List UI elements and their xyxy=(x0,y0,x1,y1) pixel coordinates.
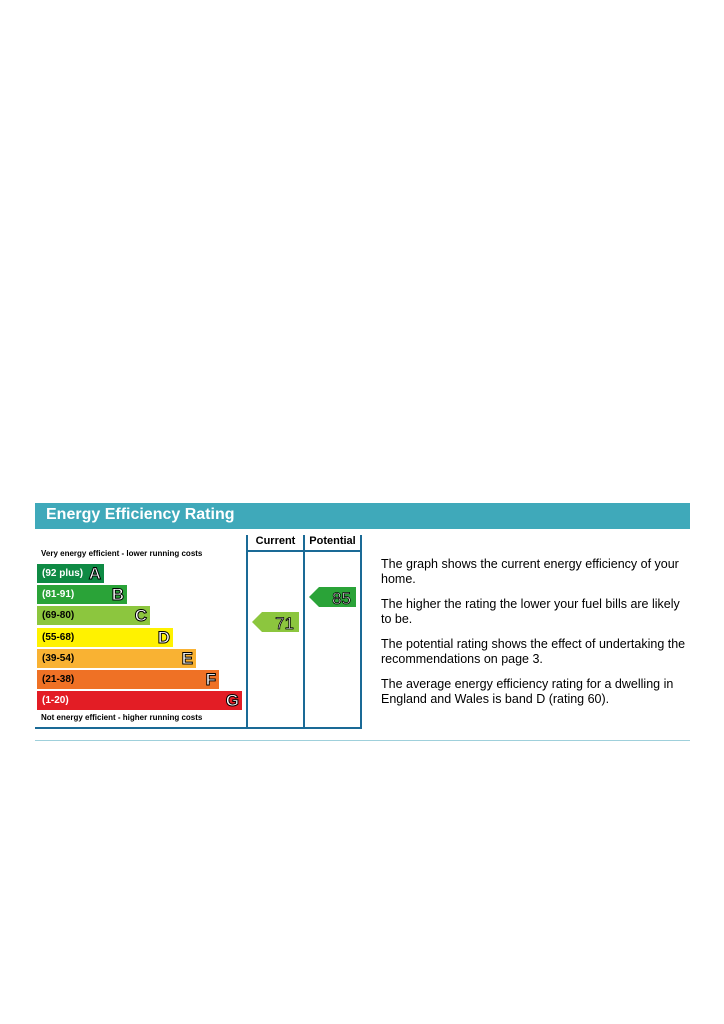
description-paragraph: The potential rating shows the effect of undertaking the recommendations on page 3. xyxy=(381,637,686,666)
band-letter: C xyxy=(134,606,147,626)
band-range-label: (55-68) xyxy=(42,631,75,643)
bottom-rule xyxy=(35,727,362,729)
band-letter: A xyxy=(88,564,101,583)
bottom-caption: Not energy efficient - higher running costs xyxy=(41,713,203,722)
description-paragraph: The higher the rating the lower your fuel bills are likely to be. xyxy=(381,597,680,626)
band-c xyxy=(37,606,150,625)
section-title: Energy Efficiency Rating xyxy=(46,506,235,523)
band-letter: E xyxy=(181,648,193,668)
column-divider xyxy=(246,535,248,729)
band-letter: B xyxy=(111,585,124,605)
column-divider xyxy=(360,535,362,729)
band-letter: D xyxy=(157,627,170,647)
band-range-label: (21-38) xyxy=(42,674,75,685)
current-rating-arrow xyxy=(252,612,299,632)
band-range-label: (81-91) xyxy=(42,589,75,601)
rating-description xyxy=(381,557,691,717)
footer-rule xyxy=(35,740,690,741)
band-range-label: (69-80) xyxy=(42,610,75,622)
top-caption: Very energy efficient - lower running costs xyxy=(41,549,203,558)
description-paragraph: The average energy efficiency rating for a dwelling in England and Wales is band D (rating 60). xyxy=(381,677,674,706)
description-paragraph: The graph shows the current energy efficiency of your home. xyxy=(381,557,679,586)
band-range-label: (1-20) xyxy=(42,695,69,707)
potential-rating-value: 85 xyxy=(332,589,351,607)
potential-rating-arrow xyxy=(309,587,356,607)
column-divider xyxy=(303,535,305,729)
band-letter: G xyxy=(225,691,239,711)
current-rating-value: 71 xyxy=(275,614,294,632)
band-range-label: (92 plus) xyxy=(42,568,84,579)
potential-column-header: Potential xyxy=(309,535,356,547)
band-f xyxy=(37,670,219,689)
section-header xyxy=(35,503,690,529)
band-e xyxy=(37,649,196,668)
band-b xyxy=(37,585,127,604)
band-d xyxy=(37,628,173,647)
energy-rating-chart xyxy=(35,533,363,729)
band-a xyxy=(37,564,104,583)
band-range-label: (39-54) xyxy=(42,652,75,664)
current-column-header: Current xyxy=(255,535,296,547)
header-rule xyxy=(246,550,362,552)
band-g xyxy=(37,691,242,710)
band-letter: F xyxy=(205,670,216,689)
